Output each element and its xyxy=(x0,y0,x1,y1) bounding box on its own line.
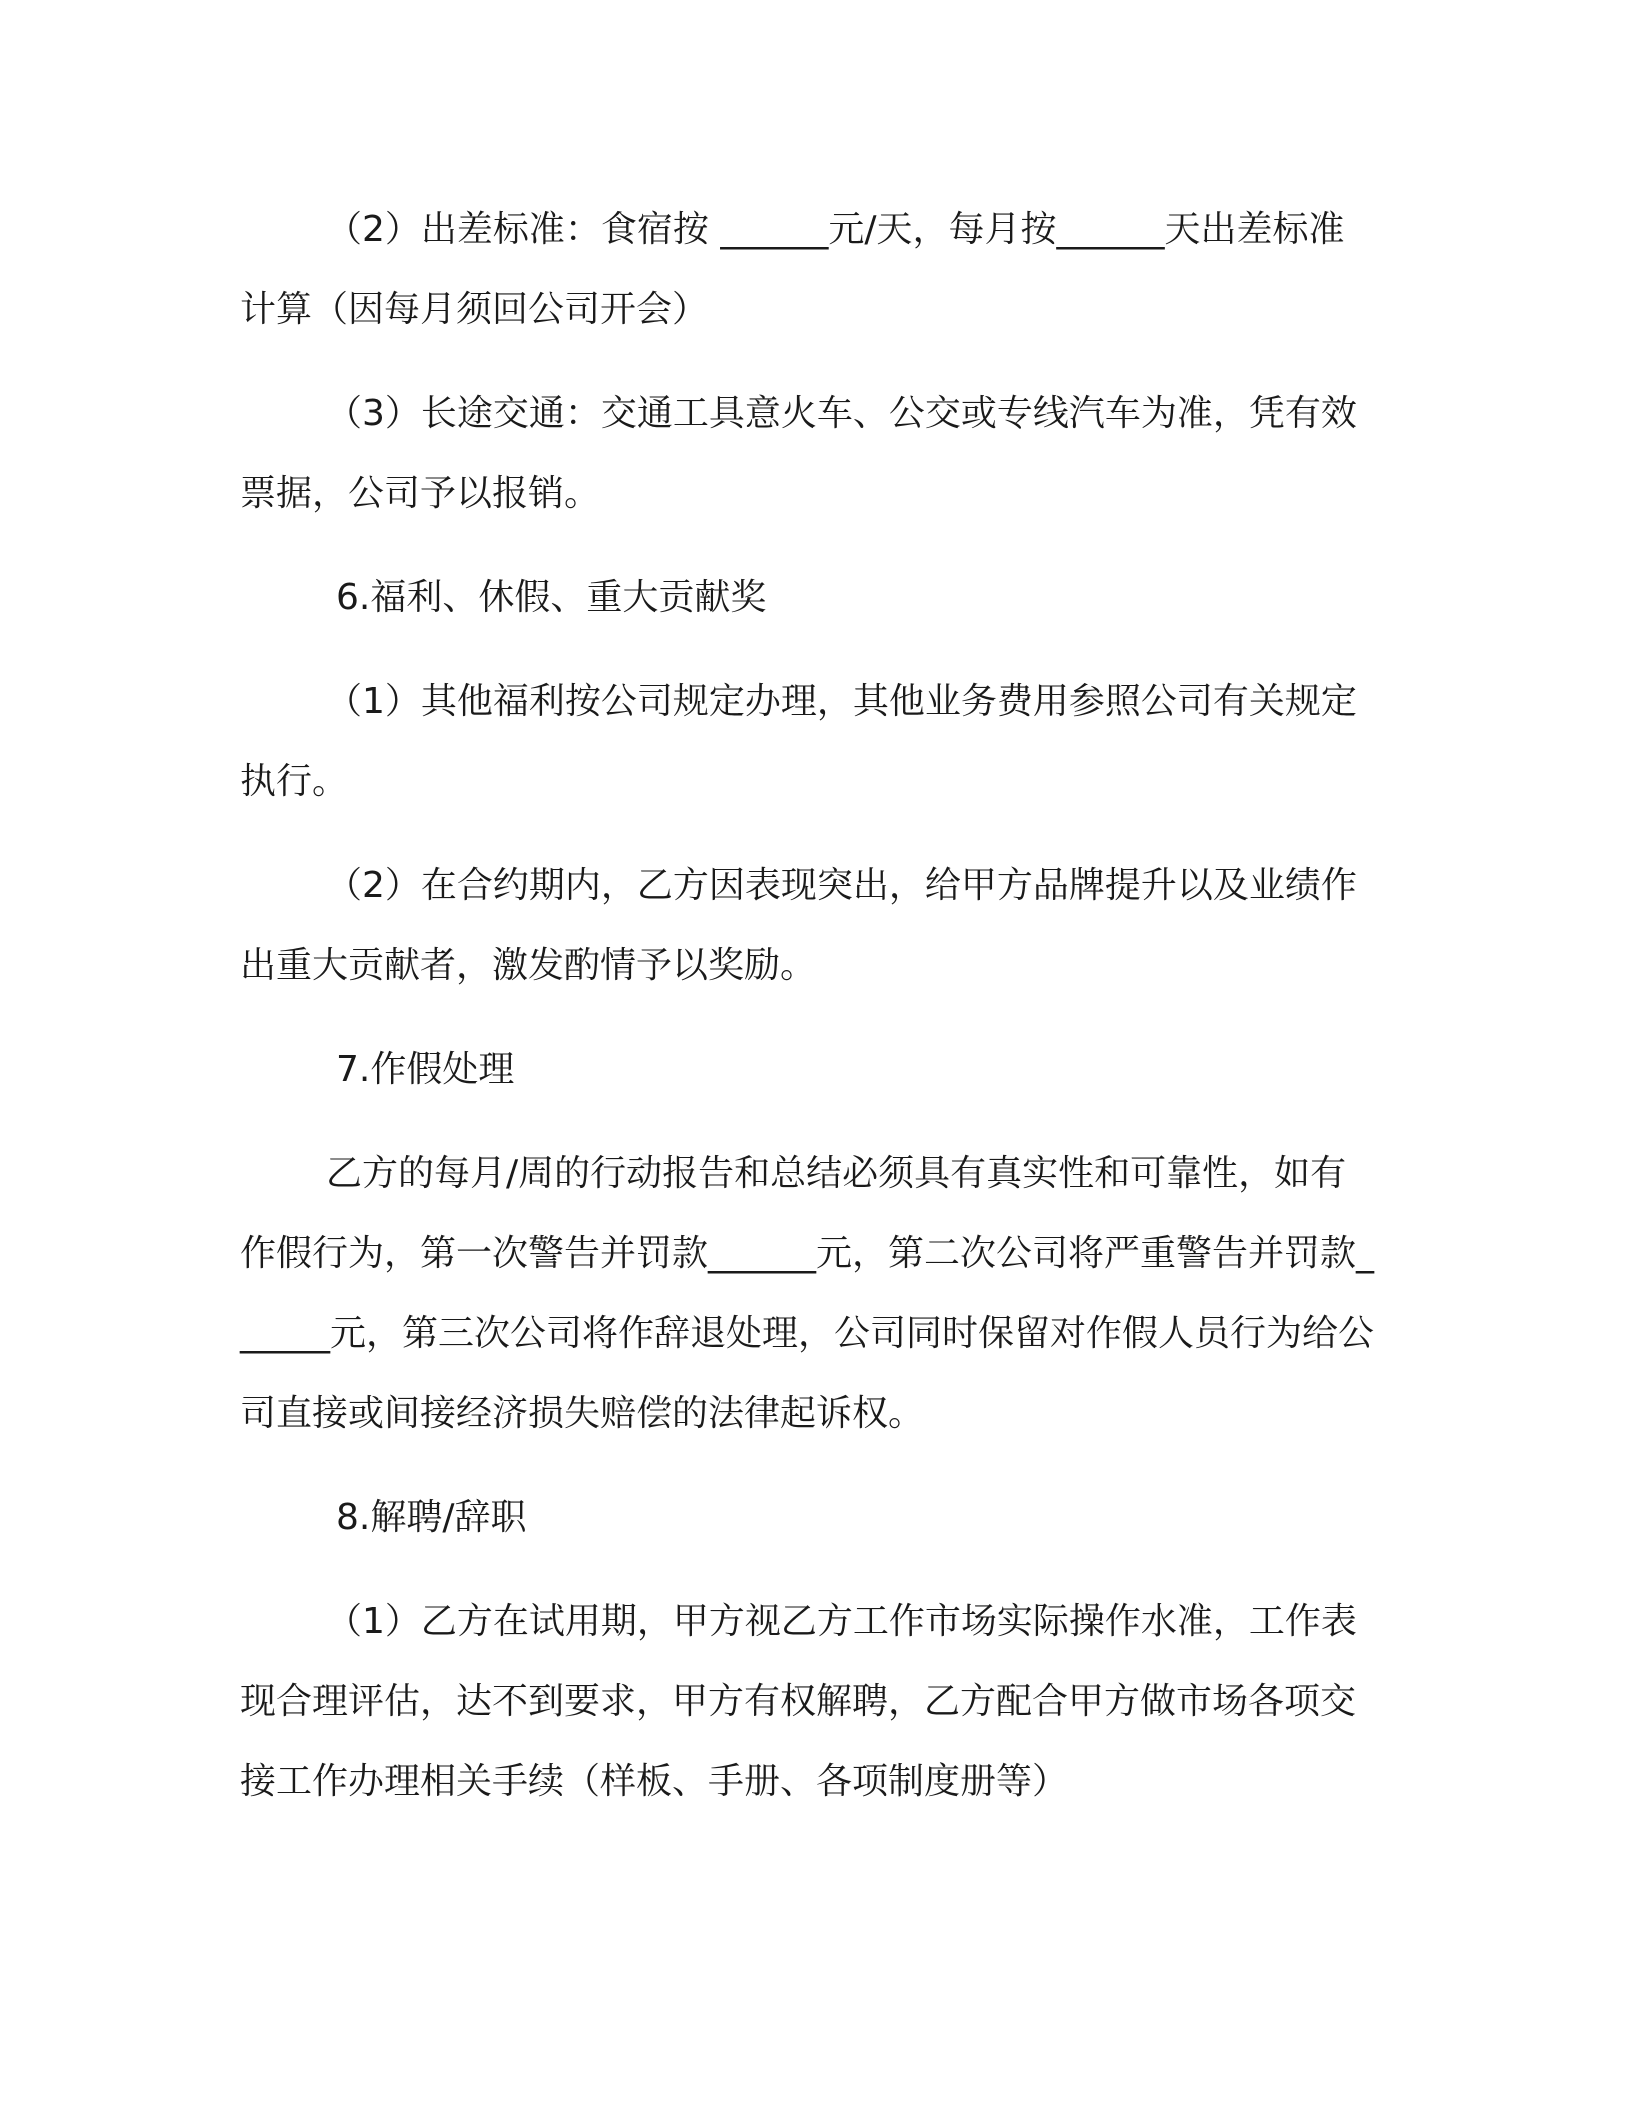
paragraph-fraud-handling: 乙方的每月/周的行动报告和总结必须具有真实性和可靠性，如有作假行为，第一次警告并罚款______元，第二次公司将严重警告并罚款______元，第三次公司将作辞退处理，公司同时保留对作假人员行为给公司直接或间接经济损失赔偿的法律起诉权。 xyxy=(240,1153,1375,1434)
paragraph-travel-standard: （2）出差标准：食宿按 ______元/天，每月按______天出差标准计算（因每月须回公司开会） xyxy=(240,209,1345,330)
section-heading-dismissal: 8.解聘/辞职 xyxy=(336,1497,527,1538)
document-page xyxy=(240,190,1380,1846)
paragraph-long-distance-transport: （3）长途交通：交通工具意火车、公交或专线汽车为准，凭有效票据，公司予以报销。 xyxy=(240,393,1357,514)
section-heading-benefits: 6.福利、休假、重大贡献奖 xyxy=(336,577,767,618)
paragraph-other-benefits: （1）其他福利按公司规定办理，其他业务费用参照公司有关规定执行。 xyxy=(240,681,1357,802)
paragraph-probation-dismissal: （1）乙方在试用期，甲方视乙方工作市场实际操作水准，工作表现合理评估，达不到要求，甲方有权解聘，乙方配合甲方做市场各项交接工作办理相关手续（样板、手册、各项制度册等） xyxy=(240,1601,1357,1802)
section-heading-fraud: 7.作假处理 xyxy=(336,1049,515,1090)
paragraph-major-contribution: （2）在合约期内，乙方因表现突出，给甲方品牌提升以及业绩作出重大贡献者，激发酌情予以奖励。 xyxy=(240,865,1357,986)
